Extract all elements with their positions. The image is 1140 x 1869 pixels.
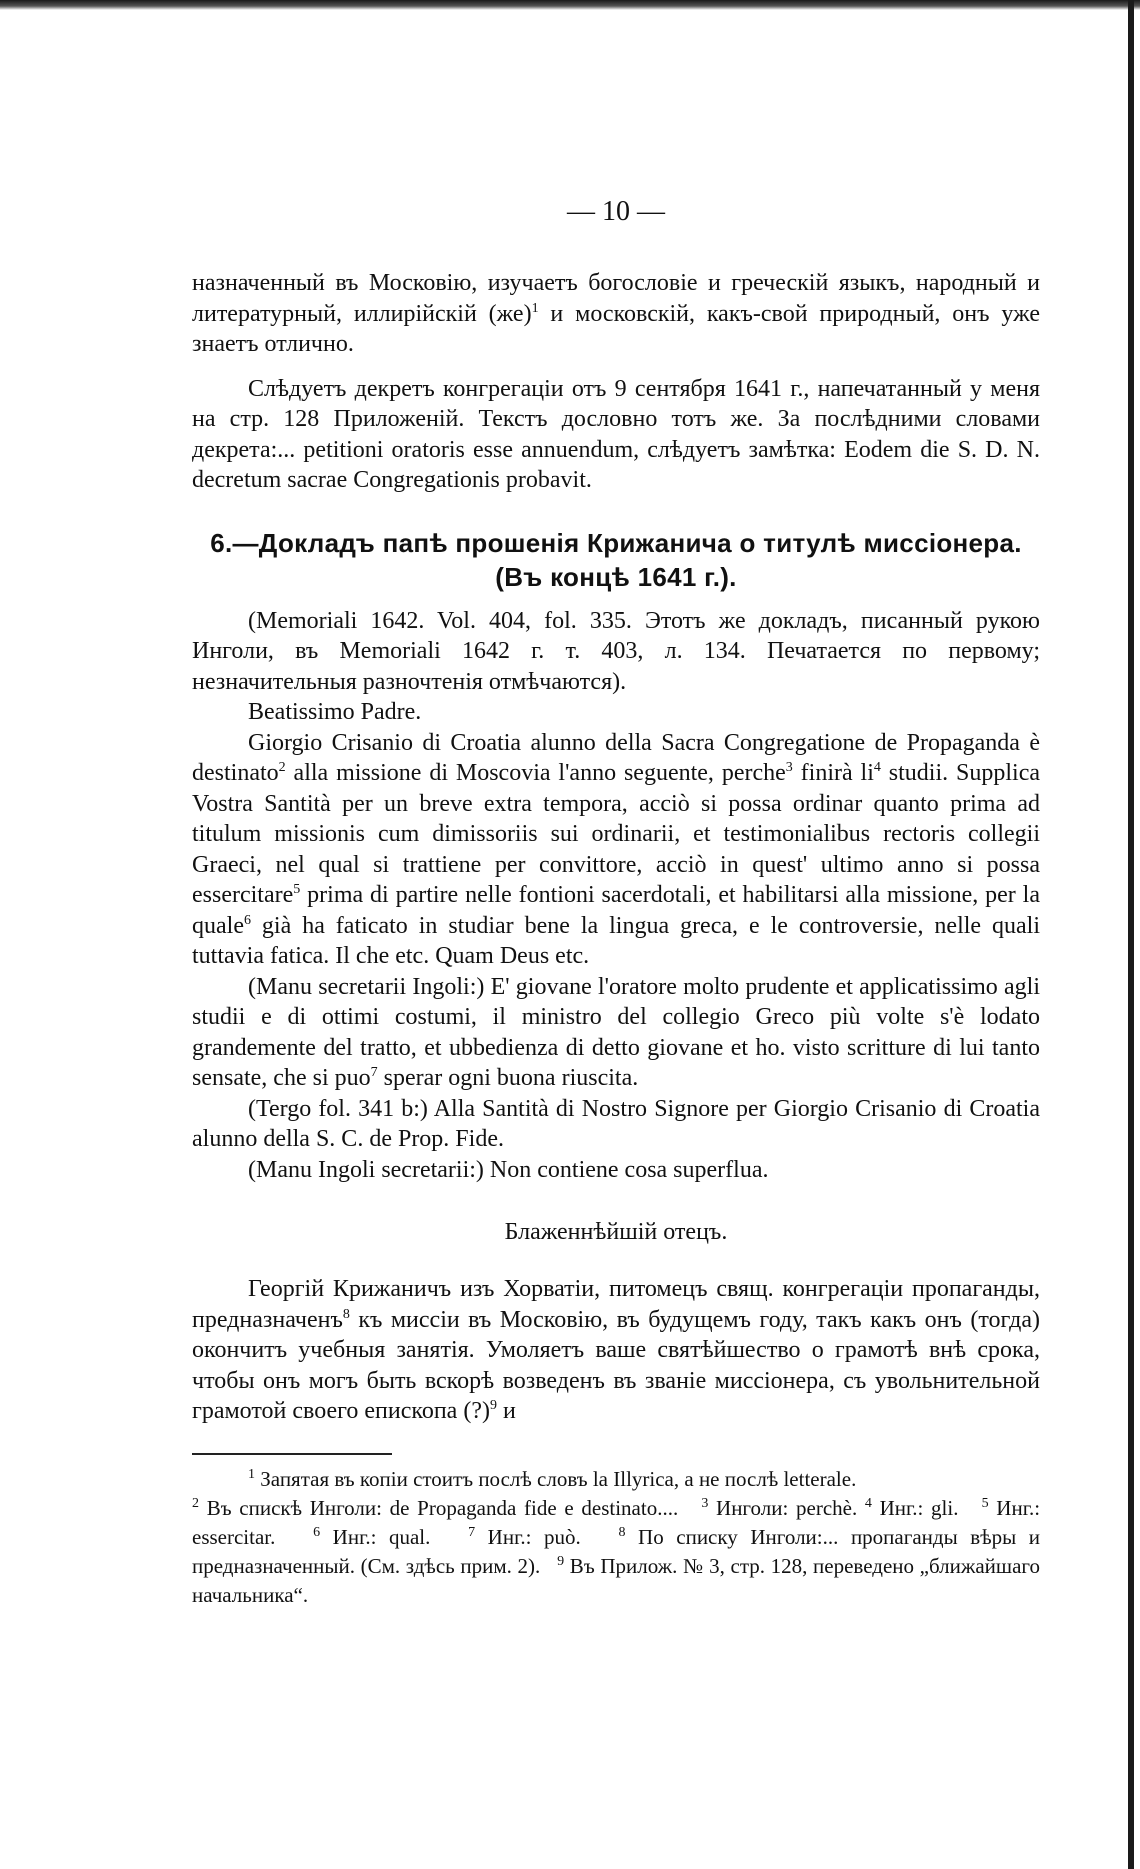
paragraph-continuation xyxy=(192,268,1040,360)
heading-line-2: (Въ концѣ 1641 г.). xyxy=(495,561,737,592)
footnote-7-number: 7 xyxy=(468,1524,476,1540)
footnote-9-text: Въ Прилож. № 3, стр. 128, переведено „ближайшаго начальника“. xyxy=(192,1553,1040,1607)
footnote-6-text: Инг.: qual. xyxy=(320,1524,431,1549)
footnote-3-text: Инголи: perchè. xyxy=(708,1495,858,1520)
footnote-5-number: 5 xyxy=(981,1495,989,1511)
latin-text-5: prima di partire nelle fontioni sacerdotali, et habilitarsi alla missione, per la quale xyxy=(192,882,1040,939)
scan-top-edge xyxy=(0,0,1140,10)
footnote-1 xyxy=(192,1465,1040,1494)
latin-text-2: alla missione di Moscovia l'anno seguente, perche xyxy=(285,760,786,786)
latin-text-1: Giorgio Crisanio di Croatia alunno della Sacra Congregatione de Propaganda è destinato xyxy=(192,729,1040,786)
footnote-ref-1: 1 xyxy=(531,300,539,316)
document-page xyxy=(192,196,1040,1610)
footnote-2-number: 2 xyxy=(192,1495,199,1511)
latin-text-6: già ha faticato in studiar bene la lingua greca, e le controversie, nelle quali tuttavia fatica. Il che etc. Quam Deus etc. xyxy=(192,912,1040,969)
footnote-8-text: По списку Инголи:... пропаганды вѣры и предназначенный. (См. здѣсь прим. 2). xyxy=(192,1524,1041,1578)
page-number: — 10 — xyxy=(567,196,665,227)
footnote-9-number: 9 xyxy=(557,1553,565,1569)
paragraph-latin-petition xyxy=(192,728,1040,972)
footnote-1-text: Запятая въ копіи стоитъ послѣ словъ la Illyrica, а не послѣ letterale. xyxy=(255,1466,857,1491)
footnote-ref-2: 2 xyxy=(278,760,286,775)
footnote-4-number: 4 xyxy=(864,1495,872,1511)
latin-text-3: finirà li xyxy=(792,760,874,786)
section-heading xyxy=(192,526,1040,594)
ingoli-text-2: sperar ogni buona riuscita. xyxy=(377,1065,639,1091)
footnote-ref-3: 3 xyxy=(785,760,793,775)
footnote-ref-5: 5 xyxy=(293,882,301,897)
para1-end: и московскій, какъ-свой природный, онъ уже знаетъ отлично. xyxy=(192,300,1040,357)
footnote-ref-6: 6 xyxy=(243,912,251,928)
footnote-1-number: 1 xyxy=(248,1466,255,1482)
footnotes-2-9 xyxy=(192,1494,1040,1610)
footnote-7-text: Инг.: può. xyxy=(475,1524,581,1549)
footnote-ref-8: 8 xyxy=(342,1306,350,1322)
russian-greeting: Блаженнѣйшій отецъ. xyxy=(504,1219,728,1245)
footnote-ref-4: 4 xyxy=(873,760,881,775)
ingoli-text-1: (Manu secretarii Ingoli:) E' giovane l'oratore molto prudente et applicatissimo agli studii e di ottimi costumi, il ministro del collegio Greco più volte s'è lodato grandemente del tratto, et ubbedienza di detto giovane et ho. visto scritture di lui tanto sensate, che si puo xyxy=(192,973,1040,1091)
paragraph-ingoli-note xyxy=(192,972,1040,1094)
paragraph-manu-ingoli: (Manu Ingoli secretarii:) Non contiene cosa superflua. xyxy=(248,1156,769,1183)
footnote-5-text: Инг.: essercitar. xyxy=(192,1495,1041,1549)
footnote-ref-9: 9 xyxy=(489,1398,497,1413)
footnote-6-number: 6 xyxy=(313,1524,321,1540)
russian-text-3: и xyxy=(496,1398,516,1424)
paragraph-russian-translation xyxy=(192,1274,1040,1427)
footnote-divider xyxy=(192,1453,392,1455)
footnote-2-text: Въ спискѣ Инголи: de Propaganda fide e destinato.... xyxy=(199,1495,679,1520)
latin-text-4: studii. Supplica Vostra Santità per un breve extra tempora, acciò si possa ordinar quanto prima ad titulum missionis cum dimissoriis sui ordinarii, et testimonialibus rectoris collegii Graeci, nel qual si trattiene per convittore, acciò in quest' ultimo anno si possa essercitare xyxy=(192,760,1041,908)
footnote-4-text: Инг.: gli. xyxy=(871,1495,959,1520)
footnote-8-number: 8 xyxy=(618,1524,626,1540)
paragraph-memoriali: (Memoriali 1642. Vol. 404, fol. 335. Этотъ же докладъ, писанный рукою Инголи, въ Memoriali 1642 г. т. 403, л. 134. Печатается по первому; незначительныя разночтенія отмѣчаются). xyxy=(192,607,1040,695)
footnote-3-number: 3 xyxy=(701,1495,709,1511)
russian-text-2: къ миссіи въ Московію, въ будущемъ году, такъ какъ онъ (тогда) окончитъ учебныя занятія. Умоляетъ ваше святѣйшество о грамотѣ внѣ срока, чтобы онъ могъ быть вскорѣ возведенъ въ званіе миссіонера, съ увольнительной грамотой своего епископа (?) xyxy=(192,1306,1040,1424)
salutation: Beatissimo Padre. xyxy=(248,699,422,725)
paragraph-decree: Слѣдуетъ декретъ конгрегаціи отъ 9 сентября 1641 г., напечатанный у меня на стр. 128 Приложеній. Текстъ дословно тотъ же. За послѣдними словами декрета:... petitioni oratoris esse annuendum, слѣдуетъ замѣтка: Eodem die S. D. N. decretum sacrae Congregationis probavit. xyxy=(192,375,1040,493)
russian-text-1: Георгій Крижаничъ изъ Хорватіи, питомецъ свящ. конгрегаціи пропаганды, предназначенъ xyxy=(192,1276,1040,1333)
footnote-ref-7: 7 xyxy=(370,1065,378,1080)
scan-right-edge xyxy=(1128,0,1134,1869)
paragraph-tergo: (Tergo fol. 341 b:) Alla Santità di Nostro Signore per Giorgio Crisanio di Croatia alunno della S. C. de Prop. Fide. xyxy=(192,1095,1040,1152)
heading-line-1: 6.—Докладъ папѣ прошенія Крижанича о титулѣ миссіонера. xyxy=(210,527,1022,558)
para1-text: назначенный въ Московію, изучаетъ богословіе и греческій языкъ, народный и литературный, иллирійскій (же) xyxy=(192,270,1040,327)
